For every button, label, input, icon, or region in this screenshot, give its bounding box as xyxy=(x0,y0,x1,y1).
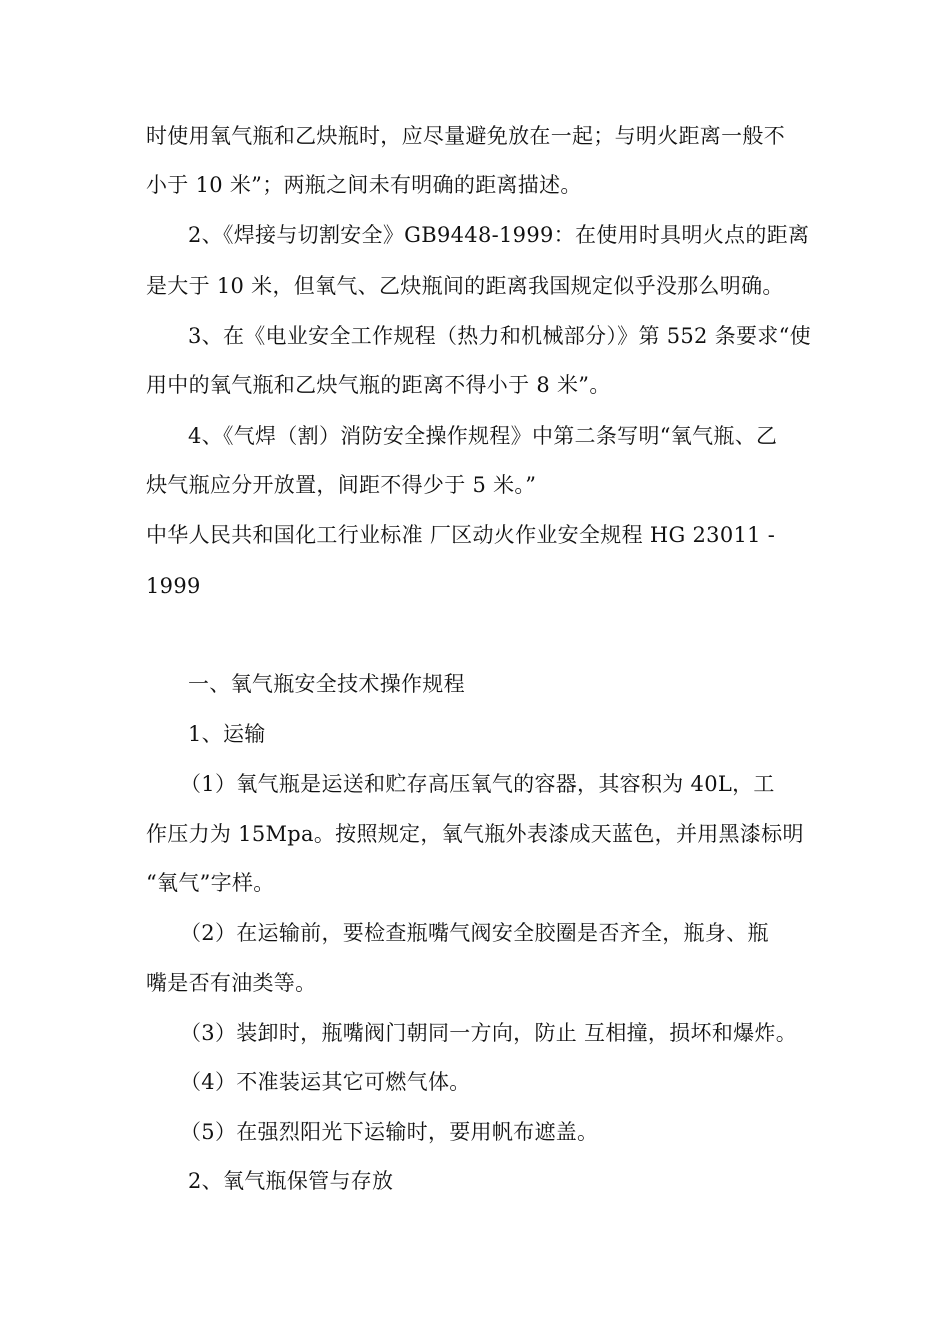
text-line: （1）氧气瓶是运送和贮存高压氧气的容器，其容积为 40L，工 xyxy=(180,772,775,796)
text-line: 炔气瓶应分开放置，间距不得少于 5 米。” xyxy=(146,473,537,497)
text-line: 嘴是否有油类等。 xyxy=(146,971,317,995)
text-line: 时使用氧气瓶和乙炔瓶时，应尽量避免放在一起；与明火距离一般不 xyxy=(146,124,785,148)
text-line: （3）装卸时，瓶嘴阀门朝同一方向，防止 互相撞，损坏和爆炸。 xyxy=(180,1021,798,1045)
section-heading: 一、氧气瓶安全技术操作规程 xyxy=(188,672,465,696)
text-line: （5）在强烈阳光下运输时，要用帆布遮盖。 xyxy=(180,1120,599,1144)
text-line: 是大于 10 米，但氧气、乙炔瓶间的距离我国规定似乎没那么明确。 xyxy=(146,274,784,298)
text-line: 用中的氧气瓶和乙炔气瓶的距离不得小于 8 米”。 xyxy=(146,373,611,397)
text-line: （2）在运输前，要检查瓶嘴气阀安全胶圈是否齐全，瓶身、瓶 xyxy=(180,921,769,945)
text-line: 作压力为 15Mpa。按照规定，氧气瓶外表漆成天蓝色，并用黑漆标明 xyxy=(146,822,804,846)
text-line: 3、在《电业安全工作规程（热力和机械部分）》第 552 条要求“使 xyxy=(188,324,811,348)
subsection-heading: 2、氧气瓶保管与存放 xyxy=(188,1169,394,1193)
text-line: “氧气”字样。 xyxy=(146,871,275,895)
text-line: 中华人民共和国化工行业标准 厂区动火作业安全规程 HG 23011 - xyxy=(146,523,776,547)
text-line: 4、《气焊（割）消防安全操作规程》中第二条写明“氧气瓶、乙 xyxy=(188,424,778,448)
text-line: （4）不准装运其它可燃气体。 xyxy=(180,1070,471,1094)
text-line: 1999 xyxy=(146,574,201,598)
subsection-heading: 1、运输 xyxy=(188,722,266,746)
text-line: 小于 10 米”；两瓶之间未有明确的距离描述。 xyxy=(146,173,582,197)
text-line: 2、《焊接与切割安全》GB9448-1999：在使用时具明火点的距离 xyxy=(188,223,810,247)
